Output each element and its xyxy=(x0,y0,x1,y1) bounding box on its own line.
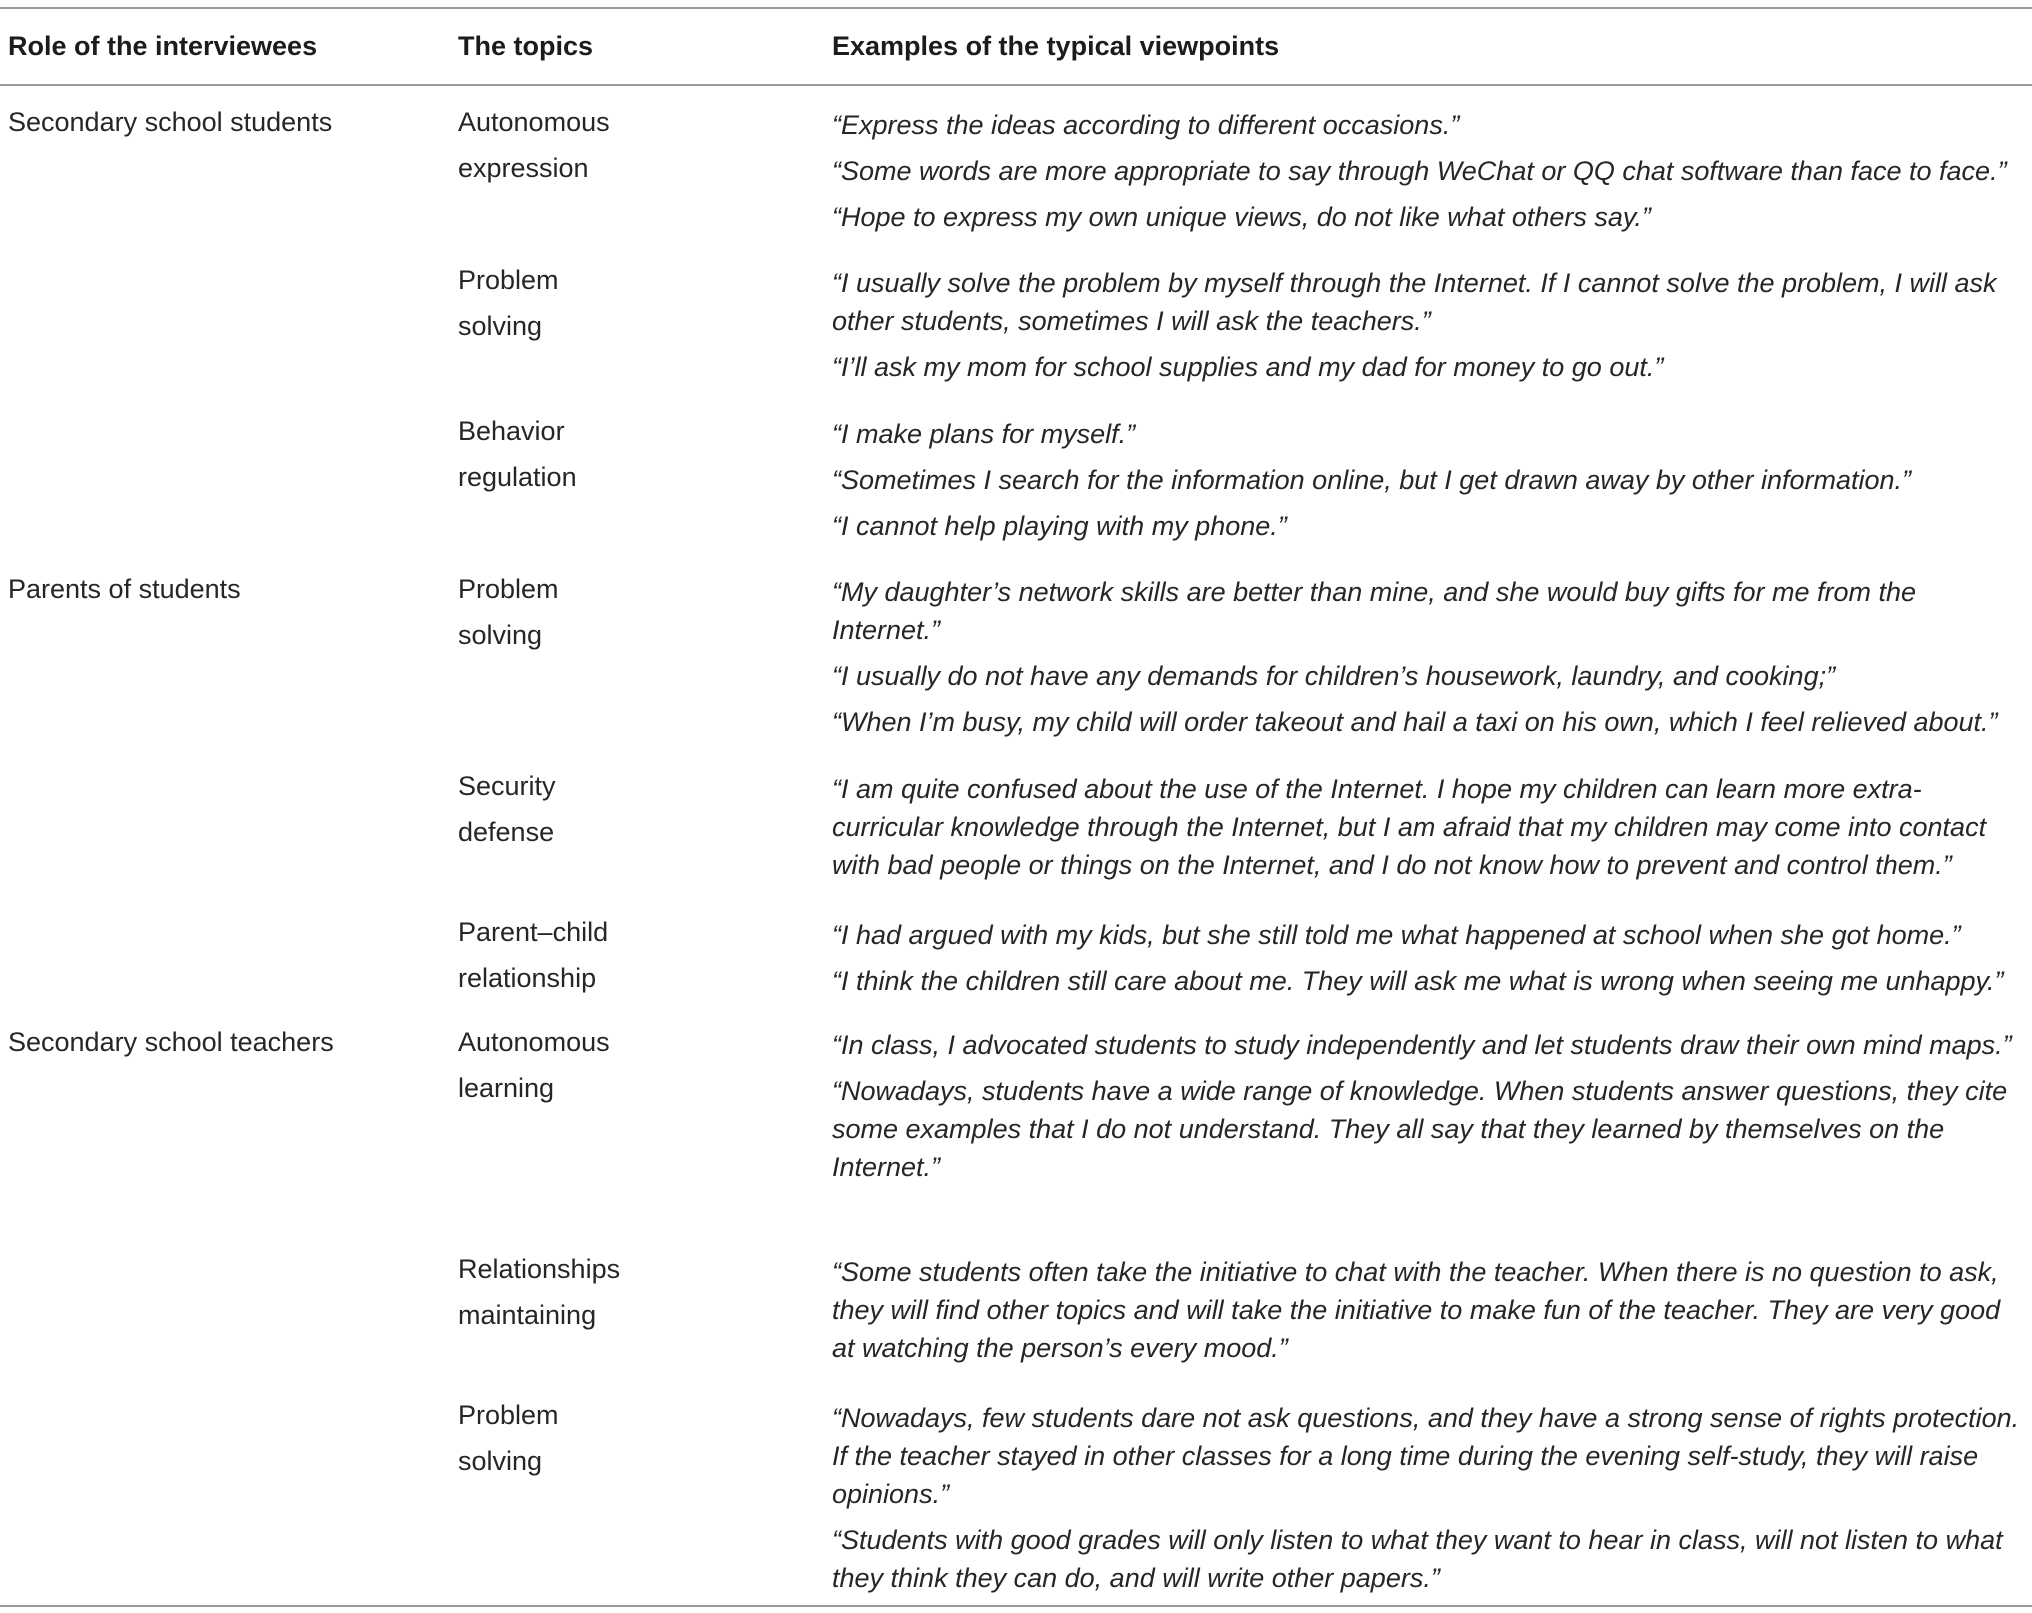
topic-line: Relationships xyxy=(458,1254,621,1284)
quote-block xyxy=(832,264,2024,394)
quote-block xyxy=(832,106,2024,244)
topic-line: expression xyxy=(458,152,589,183)
quote: “Nowadays, few students dare not ask questions, and they have a strong sense of rights protection. If the teacher stayed in other classes for a long time during the evening self-study, they will raise opinions.” xyxy=(832,1403,2020,1509)
topic-line: Security xyxy=(458,771,556,801)
topic-cell xyxy=(458,910,808,1001)
table-bottom-rule xyxy=(0,1605,2032,1607)
topic-line: Autonomous xyxy=(458,1027,610,1057)
quote-block xyxy=(832,1399,2024,1605)
quote: “I am quite confused about the use of the Internet. I hope my children can learn more extra-curricular knowledge through the Internet, but I am afraid that my children may come into contact with bad people or things on the Internet, and I do not know how to prevent and control them.” xyxy=(832,774,1987,880)
topic-line: maintaining xyxy=(458,1299,597,1330)
topic-line: Behavior xyxy=(458,416,565,446)
topic-line: regulation xyxy=(458,461,577,492)
topic-line: solving xyxy=(458,310,543,341)
quote: “Some words are more appropriate to say through WeChat or QQ chat software than face to face.” xyxy=(832,156,2007,186)
topic-line: Parent–child xyxy=(458,917,609,947)
header-role: Role of the interviewees xyxy=(8,31,318,61)
topic-line: learning xyxy=(458,1072,555,1103)
topic-line: Problem xyxy=(458,1400,559,1430)
quote: “I usually do not have any demands for children’s housework, laundry, and cooking;” xyxy=(832,661,1836,691)
topic-line: relationship xyxy=(458,962,597,993)
quote: “Sometimes I search for the information online, but I get drawn away by other information.” xyxy=(832,465,1912,495)
quote: “Students with good grades will only listen to what they want to hear in class, will not listen to what they think they can do, and will write other papers.” xyxy=(832,1525,2003,1593)
topic-line: defense xyxy=(458,816,555,847)
quote-block xyxy=(832,1253,2024,1375)
quote: “I think the children still care about me. They will ask me what is wrong when seeing me unhappy.” xyxy=(832,966,2004,996)
topic-line: Problem xyxy=(458,574,559,604)
quote: “I usually solve the problem by myself through the Internet. If I cannot solve the problem, I will ask other students, sometimes I will ask the teachers.” xyxy=(832,268,1997,336)
quote-block xyxy=(832,573,2024,749)
role-cell: Secondary school teachers xyxy=(8,1027,334,1057)
topic-cell xyxy=(458,764,808,855)
topic-cell xyxy=(458,1247,808,1338)
quote: “I make plans for myself.” xyxy=(832,419,1136,449)
role-cell: Secondary school students xyxy=(8,107,333,137)
topic-line: solving xyxy=(458,619,543,650)
quote: “Some students often take the initiative to chat with the teacher. When there is no question to ask, they will find other topics and will take the initiative to make fun of the teacher. They are very good at watching the person’s every mood.” xyxy=(832,1257,2001,1363)
topic-line: Problem xyxy=(458,265,559,295)
quote-block xyxy=(832,770,2024,892)
quote: “I cannot help playing with my phone.” xyxy=(832,511,1287,541)
topic-line: solving xyxy=(458,1445,543,1476)
quote: “When I’m busy, my child will order takeout and hail a taxi on his own, which I feel relieved about.” xyxy=(832,707,1998,737)
quote: “I had argued with my kids, but she still told me what happened at school when she got home.” xyxy=(832,920,1961,950)
quote-block xyxy=(832,1026,2024,1194)
quote: “Nowadays, students have a wide range of knowledge. When students answer questions, they cite some examples that I do not understand. They all say that they learned by themselves on the Internet.” xyxy=(832,1076,2008,1182)
topic-cell xyxy=(458,1393,808,1484)
quote: “I’ll ask my mom for school supplies and my dad for money to go out.” xyxy=(832,352,1664,382)
quote-block xyxy=(832,916,2024,1008)
quote: “My daughter’s network skills are better than mine, and she would buy gifts for me from the Internet.” xyxy=(832,577,1917,645)
table-top-rule xyxy=(0,7,2032,9)
header-topics: The topics xyxy=(458,31,594,61)
quote: “In class, I advocated students to study independently and let students draw their own mind maps.” xyxy=(832,1030,2012,1060)
topic-cell xyxy=(458,100,808,191)
quote: “Express the ideas according to different occasions.” xyxy=(832,110,1460,140)
topic-cell xyxy=(458,567,808,658)
topic-line: Autonomous xyxy=(458,107,610,137)
quote: “Hope to express my own unique views, do not like what others say.” xyxy=(832,202,1651,232)
header-examples: Examples of the typical viewpoints xyxy=(832,31,1280,61)
topic-cell xyxy=(458,409,808,500)
quote-block xyxy=(832,415,2024,553)
table-header-rule xyxy=(0,84,2032,86)
topic-cell xyxy=(458,258,808,349)
topic-cell xyxy=(458,1020,808,1111)
role-cell: Parents of students xyxy=(8,574,241,604)
